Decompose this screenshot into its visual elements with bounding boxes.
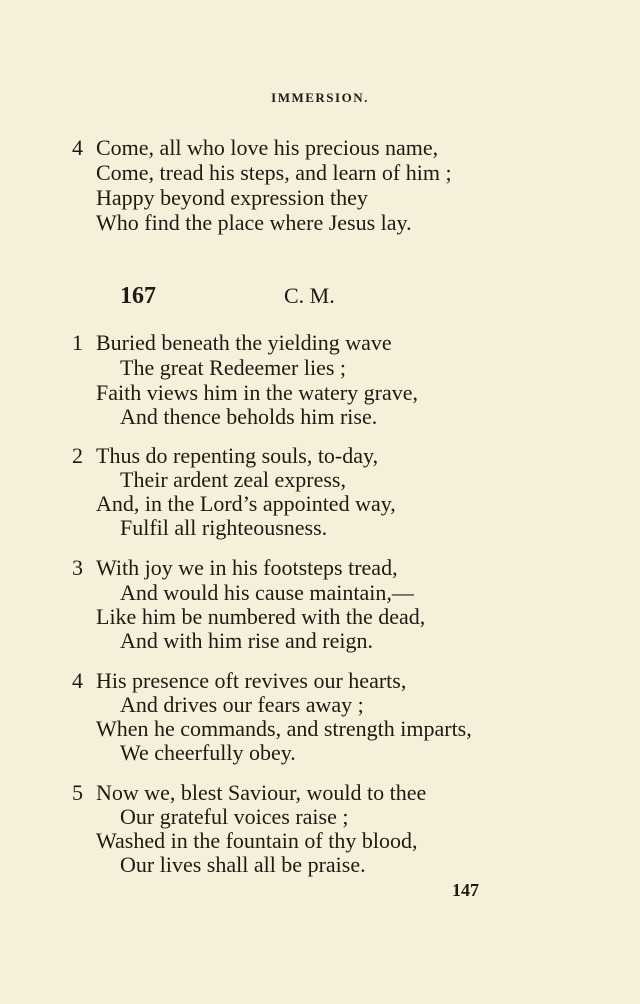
verse-line: Our grateful voices raise ; — [120, 804, 349, 829]
verse-line: And drives our fears away ; — [120, 692, 364, 717]
verse-line: Come, all who love his precious name, — [96, 135, 439, 160]
stanza-number: 5 — [72, 780, 83, 805]
verse-line: Like him be numbered with the dead, — [96, 604, 426, 629]
verse-line: The great Redeemer lies ; — [120, 355, 347, 380]
verse-line: Faith views him in the watery grave, — [96, 380, 418, 405]
running-header: IMMERSION. — [271, 90, 369, 105]
verse-line: Washed in the fountain of thy blood, — [96, 828, 418, 853]
hymn-meter: C. M. — [284, 283, 335, 308]
verse-line: And would his cause maintain,— — [120, 580, 414, 605]
verse-line: Buried beneath the yielding wave — [96, 330, 392, 355]
verse-line: Come, tread his steps, and learn of him ; — [96, 160, 452, 185]
verse-line: Who find the place where Jesus lay. — [96, 210, 412, 235]
verse-line: Thus do repenting souls, to-day, — [96, 443, 379, 468]
verse-line: And, in the Lord’s appointed way, — [96, 491, 396, 516]
verse-line: With joy we in his footsteps tread, — [96, 555, 398, 580]
stanza-number: 3 — [72, 555, 83, 580]
page-number: 147 — [452, 880, 479, 900]
verse-line: His presence oft revives our hearts, — [96, 668, 407, 693]
verse-line: Happy beyond expression they — [96, 185, 368, 210]
stanza-number: 4 — [72, 668, 83, 693]
verse-line: And with him rise and reign. — [120, 628, 373, 653]
verse-line: We cheerfully obey. — [120, 740, 296, 765]
stanza-number: 2 — [72, 443, 83, 468]
verse-line: Their ardent zeal express, — [120, 467, 346, 492]
stanza-number: 1 — [72, 330, 83, 355]
stanza-number: 4 — [72, 135, 83, 160]
verse-line: Our lives shall all be praise. — [120, 852, 366, 877]
verse-line: And thence beholds him rise. — [120, 404, 378, 429]
verse-line: Now we, blest Saviour, would to thee — [96, 780, 427, 805]
verse-line: When he commands, and strength imparts, — [96, 716, 472, 741]
verse-line: Fulfil all righteousness. — [120, 515, 328, 540]
hymn-number: 167 — [120, 283, 156, 309]
